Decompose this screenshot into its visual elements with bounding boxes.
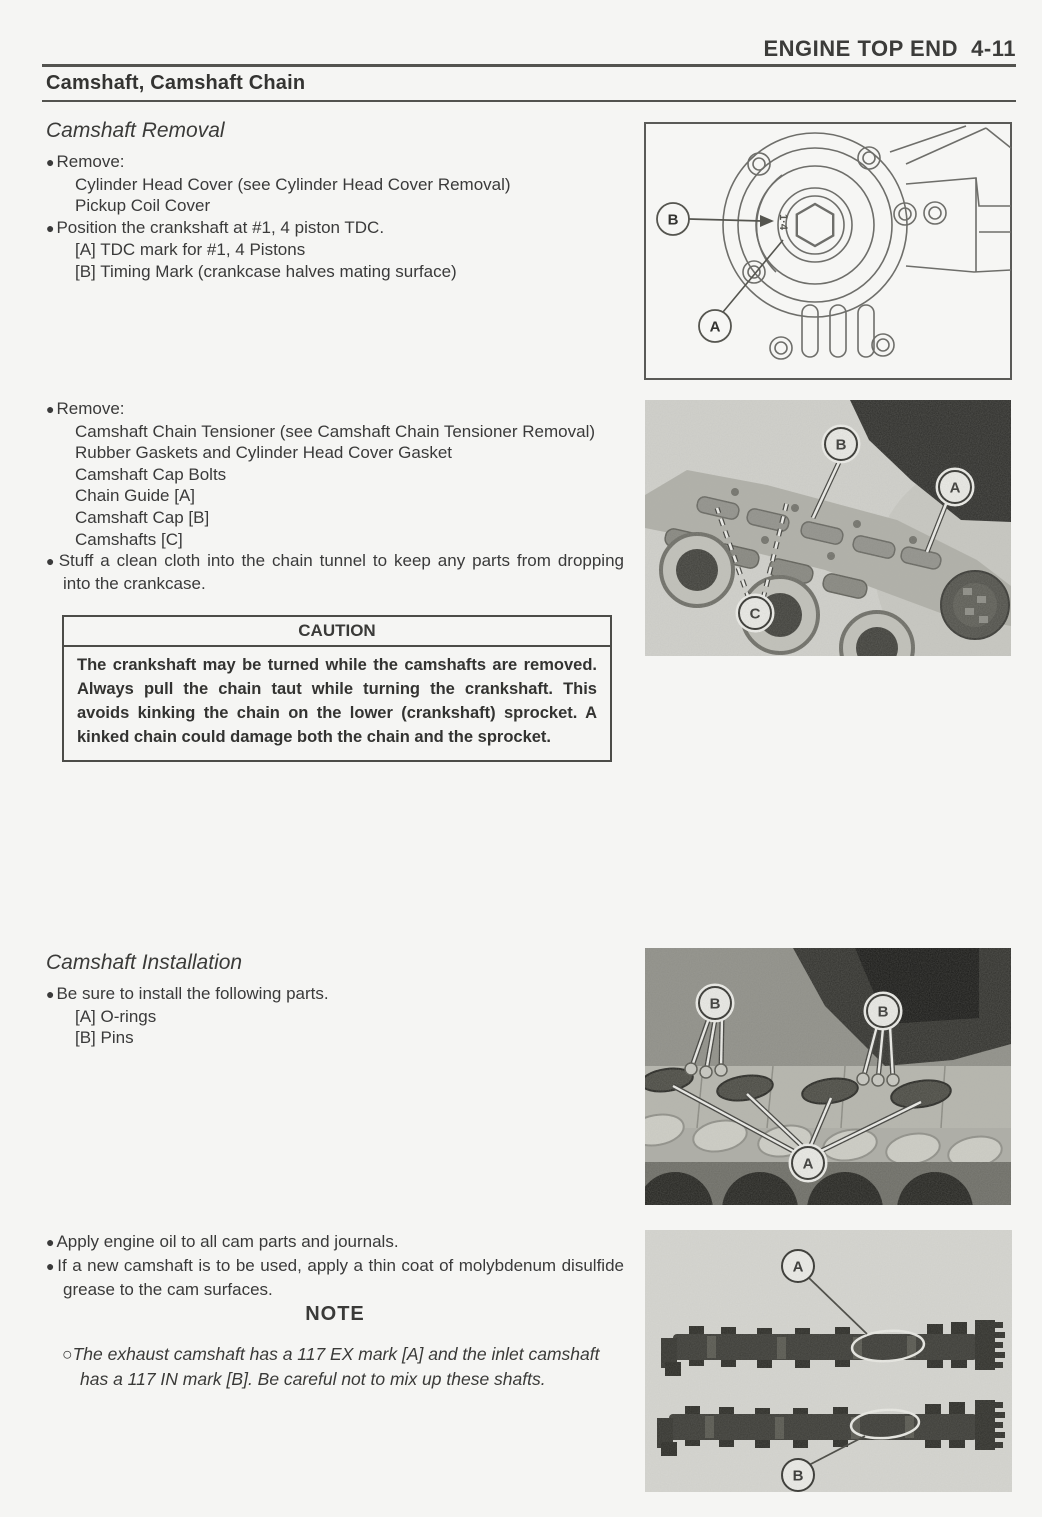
label-a: A: [709, 318, 721, 336]
caution-text: The crankshaft may be turned while the camshafts are removed. Always pull the chain taut while turning the crankshaft. This avoids kinking the chain on the lower (crankshaft) sprocket. A kinked chain could damage both the chain and the sprocket.: [77, 656, 597, 746]
open-bullet-icon: ○: [62, 1344, 73, 1364]
list-item: [B] Pins: [75, 1028, 134, 1048]
list-item: Camshaft Cap Bolts: [75, 464, 227, 484]
header-rule: [42, 64, 1016, 67]
list-item: Cylinder Head Cover (see Cylinder Head Cover Removal): [75, 174, 511, 194]
bullet-line: [46, 550, 624, 594]
list-item: Pickup Coil Cover: [75, 196, 211, 216]
photo-grain: [645, 1230, 1012, 1492]
timing-mark-text: 1·4: [777, 214, 789, 230]
label-b: B: [667, 211, 679, 229]
subsection-title: Camshaft Installation: [46, 951, 243, 974]
step-text: Stuff a clean cloth into the chain tunnel to keep any parts from dropping into the crankcase.: [58, 551, 624, 593]
step-text: If a new camshaft is to be used, apply a thin coat of molybdenum disulfide grease to the cam surfaces.: [57, 1256, 624, 1299]
note-body: [62, 1342, 628, 1392]
bullet-icon: ●: [46, 986, 57, 1002]
step-text: Apply engine oil to all cam parts and journals.: [56, 1232, 399, 1251]
list-item: Camshaft Cap [B]: [75, 507, 210, 527]
list-item: Chain Guide [A]: [75, 486, 196, 506]
figure-camshaft-marks-photo: [645, 1230, 1012, 1492]
section-title: Camshaft, Camshaft Chain: [46, 72, 306, 94]
figure-camshaft-removal-photo: [645, 400, 1011, 656]
crankcase-cover-drawing: [644, 122, 1012, 380]
step-text: Position the crankshaft at #1, 4 piston TDC.: [56, 217, 385, 237]
bullet-line: [46, 151, 624, 174]
camshaft-removal-block-2: [46, 398, 624, 594]
list-item: [A] O-rings: [75, 1006, 157, 1026]
step-text: Remove:: [56, 399, 125, 418]
oil-grease-block: [46, 1230, 624, 1302]
step-text: Be sure to install the following parts.: [56, 984, 329, 1003]
bullet-icon: ●: [46, 553, 59, 570]
photo-grain: [645, 948, 1011, 1205]
step-text: Remove:: [56, 152, 125, 171]
bullet-line: [46, 217, 624, 240]
bullet-icon: ●: [46, 1258, 58, 1274]
bullet-icon: ●: [46, 219, 57, 236]
bullet-icon: ●: [46, 1234, 57, 1250]
note-text: The exhaust camshaft has a 117 EX mark [A] and the inlet camshaft has a 117 IN mark [B]. Be careful not to mix up these shafts.: [72, 1344, 600, 1389]
list-item: Rubber Gaskets and Cylinder Head Cover Gasket: [75, 443, 453, 463]
caution-box: [62, 615, 612, 762]
camshaft-removal-block: [46, 118, 624, 283]
camshaft-marks-photo: [645, 1230, 1012, 1492]
photo-grain: [645, 400, 1011, 656]
bullet-line: [46, 398, 624, 421]
list-item: Camshaft Chain Tensioner (see Camshaft Chain Tensioner Removal): [75, 421, 596, 441]
camshaft-removal-photo: [645, 400, 1011, 656]
list-item: [B] Timing Mark (crankcase halves mating surface): [75, 261, 457, 281]
list-item: Camshafts [C]: [75, 529, 183, 549]
bullet-icon: ●: [46, 401, 57, 417]
camshaft-installation-block: [46, 950, 624, 1049]
bullet-icon: ●: [46, 154, 57, 170]
figure-crankcase-drawing: [644, 122, 1012, 380]
list-item: [A] TDC mark for #1, 4 Pistons: [75, 240, 306, 260]
bullet-line: [46, 1230, 624, 1254]
bullet-line: [46, 1254, 624, 1302]
bullet-line: [46, 983, 624, 1006]
section-rule: [42, 100, 1016, 102]
figure-camshaft-installation-photo: [645, 948, 1011, 1205]
page-header: ENGINE TOP END 4-11: [763, 36, 1016, 61]
subsection-title: Camshaft Removal: [46, 119, 225, 142]
note-line: [62, 1342, 628, 1392]
caution-title: CAUTION: [64, 617, 610, 647]
note-title: NOTE: [305, 1303, 365, 1325]
camshaft-installation-photo: [645, 948, 1011, 1205]
